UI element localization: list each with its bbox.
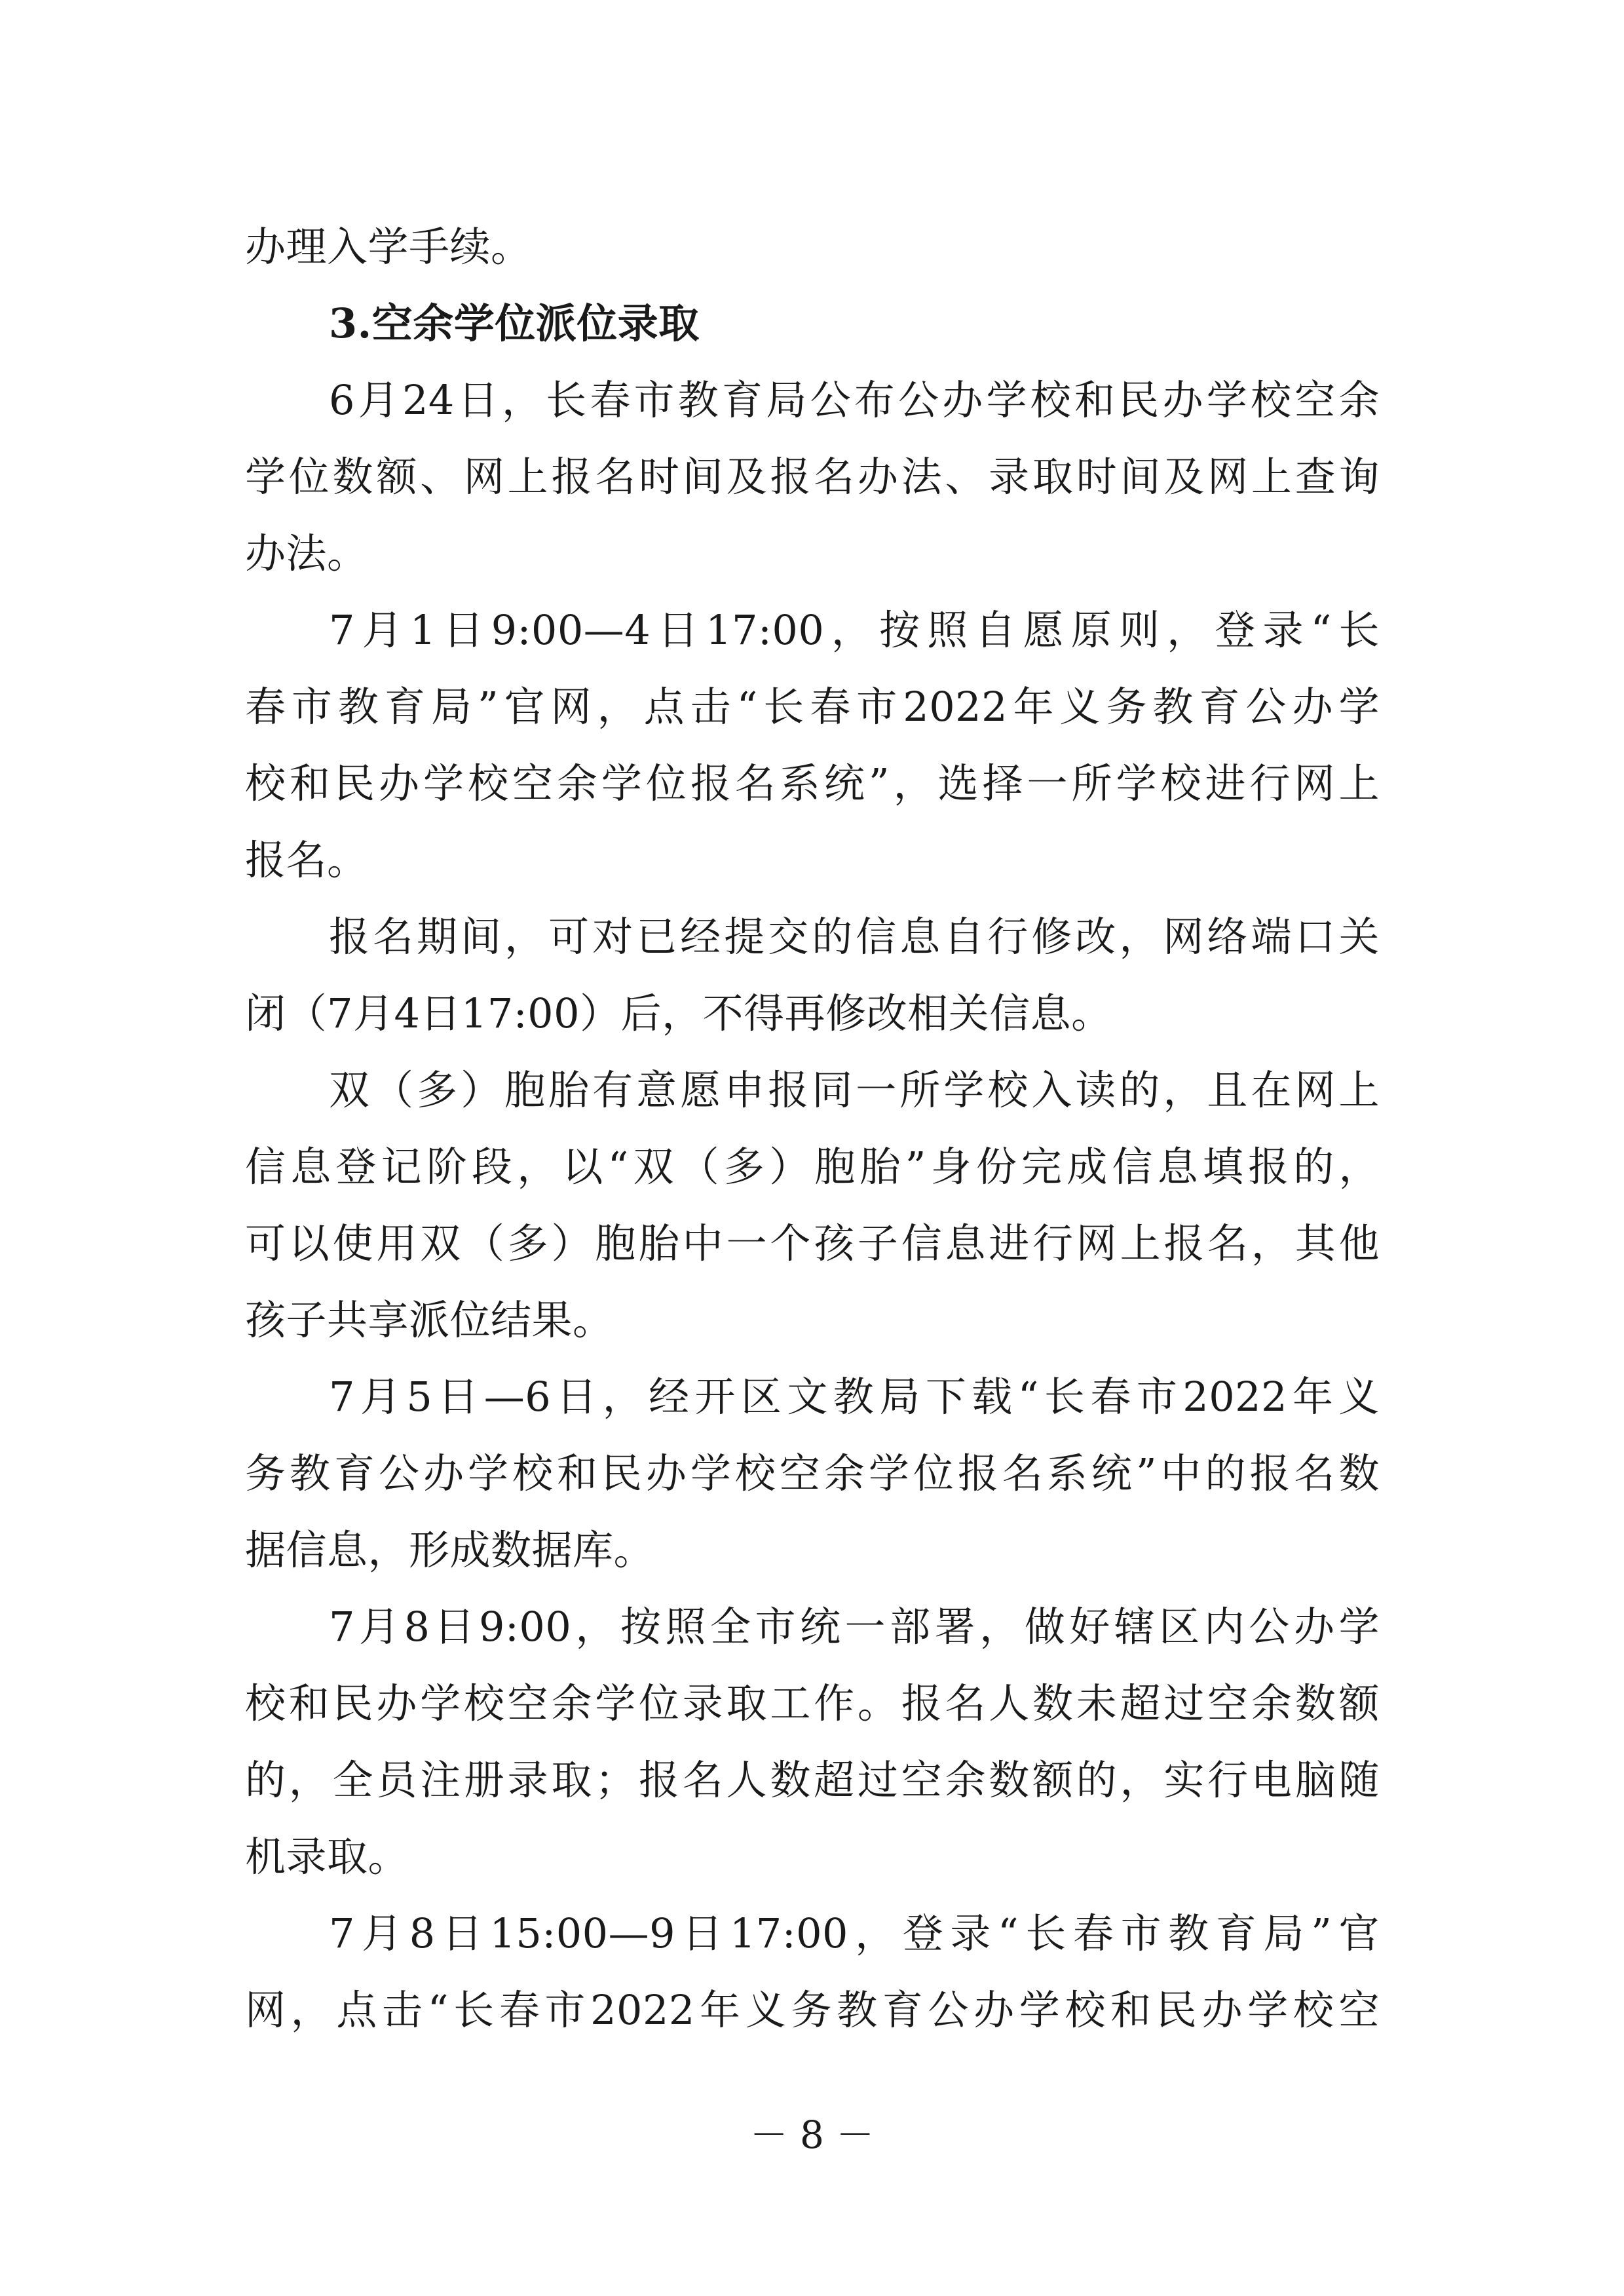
paragraph-line: 务教育公办学校和民办学校空余学位报名系统”中的报名数: [245, 1449, 1380, 1497]
paragraph-line: 7月8日9:00，按照全市统一部署，做好辖区内公办学: [329, 1603, 1380, 1651]
body-text: [245, 208, 1380, 2048]
paragraph-line: 孩子共享派位结果。: [245, 1296, 614, 1344]
paragraph-line: 双（多）胞胎有意愿申报同一所学校入读的，且在网上: [329, 1066, 1380, 1114]
paragraph-line: 机录取。: [245, 1833, 409, 1881]
paragraph-line: 信息登记阶段，以“双（多）胞胎”身份完成信息填报的，: [245, 1143, 1380, 1191]
paragraph-line: 报名。: [245, 836, 368, 884]
paragraph-line: 据信息，形成数据库。: [245, 1526, 655, 1574]
paragraph-line: 网，点击“长春市2022年义务教育公办学校和民办学校空: [245, 1986, 1380, 2034]
page-number: － 8 －: [749, 2113, 875, 2157]
paragraph-line: 校和民办学校空余学位报名系统”，选择一所学校进行网上: [245, 759, 1380, 807]
paragraph-line: 可以使用双（多）胞胎中一个孩子信息进行网上报名，其他: [245, 1219, 1380, 1267]
paragraph-line: 7月5日—6日，经开区文教局下载“长春市2022年义: [329, 1373, 1380, 1421]
paragraph-line: 春市教育局”官网，点击“长春市2022年义务教育公办学: [245, 683, 1380, 731]
paragraph-line: 学位数额、网上报名时间及报名办法、录取时间及网上查询: [245, 453, 1380, 501]
paragraph-line: 报名期间，可对已经提交的信息自行修改，网络端口关: [329, 913, 1380, 961]
paragraph-line: 办理入学手续。: [245, 223, 532, 271]
paragraph-line: 7月8日15:00—9日17:00，登录“长春市教育局”官: [329, 1909, 1380, 1957]
paragraph-line: 闭（7月4日17:00）后，不得再修改相关信息。: [245, 989, 1112, 1037]
paragraph-line: 的，全员注册录取；报名人数超过空余数额的，实行电脑随: [245, 1756, 1380, 1804]
paragraph-line: 校和民办学校空余学位录取工作。报名人数未超过空余数额: [245, 1679, 1380, 1727]
paragraph-line: 办法。: [245, 529, 368, 577]
paragraph-line: 6月24日，长春市教育局公布公办学校和民办学校空余: [329, 376, 1380, 424]
section-heading: 3.空余学位派位录取: [329, 299, 700, 347]
paragraph-line: 7月1日9:00—4日17:00，按照自愿原则，登录“长: [329, 606, 1380, 654]
